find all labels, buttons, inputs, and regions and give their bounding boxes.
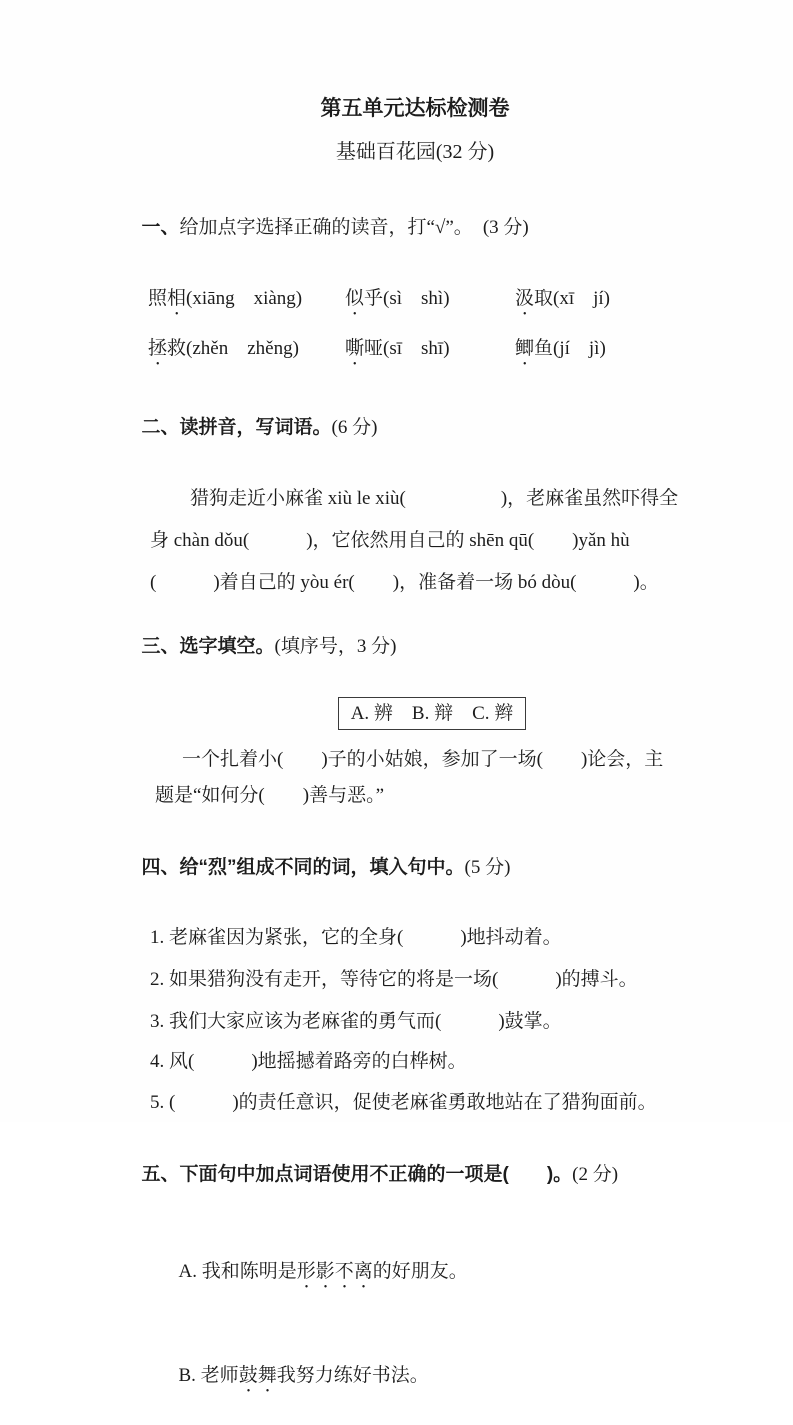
choice-text: 的好朋友。 — [372, 1261, 468, 1282]
section-2-heading — [113, 386, 717, 470]
question-item-3: 3. 我们大家应该为老麻雀的勇气而( )鼓掌。 — [150, 1011, 562, 1032]
section-1-heading — [113, 186, 717, 270]
word-pinyin: 取(xī jí) — [534, 288, 611, 309]
dotted-char: 汲 — [515, 288, 535, 309]
dotted-char: 鲫 — [515, 338, 535, 359]
word-pinyin: 哑(sī shī) — [364, 338, 450, 359]
question-item-2: 2. 如果猎狗没有走开，等待它的将是一场( )的搏斗。 — [150, 969, 638, 990]
choice-text: B. 老师 — [178, 1365, 239, 1386]
word-pinyin: 鱼(jí jì) — [534, 338, 606, 359]
character-options-box: A. 辨 B. 辩 C. 辫 — [338, 697, 527, 730]
dotted-phrase: 鼓舞 — [238, 1365, 277, 1386]
page-subtitle: 基础百花园(32 分) — [335, 141, 495, 163]
section-4-title: 给“烈”组成不同的词，填入句中。 — [179, 857, 465, 878]
section-4-heading — [113, 826, 717, 910]
fill-in-paragraph-line: 身 chàn dǒu( )，它依然用自己的 shēn qū( )yǎn hù — [150, 530, 630, 551]
section-2-score: (6 分) — [331, 417, 378, 438]
section-3-title: 选字填空。 — [179, 636, 275, 657]
section-4-score: (5 分) — [464, 857, 511, 878]
sentence-line: 一个扎着小( )子的小姑娘，参加了一场( )论会，主 — [182, 749, 664, 770]
dotted-char: 拯 — [148, 338, 168, 359]
fill-in-paragraph-line: ( )着自己的 yòu ér( )，准备着一场 bó dòu( )。 — [150, 572, 659, 593]
word-plain: 照 — [148, 288, 168, 309]
sentence-line: 题是“如何分( )善与恶。” — [155, 785, 385, 806]
fill-in-paragraph-line: 猎狗走近小麻雀 xiù le xiù( )，老麻雀虽然吓得全 — [190, 488, 679, 509]
question-item-1: 1. 老麻雀因为紧张，它的全身( )地抖动着。 — [150, 927, 562, 948]
pinyin-item — [345, 285, 515, 320]
question-item-5: 5. ( )的责任意识，促使老麻雀勇敢地站在了猎狗面前。 — [150, 1092, 657, 1113]
choice-text: 我努力练好书法。 — [276, 1365, 429, 1386]
section-4-number: 四、 — [141, 857, 180, 878]
pinyin-item — [148, 335, 345, 370]
pinyin-item — [345, 335, 515, 370]
section-2-title: 读拼音，写词语。 — [179, 417, 332, 438]
dotted-char: 似 — [345, 288, 365, 309]
section-5-number: 五、 — [141, 1164, 180, 1185]
section-1-score: (3 分) — [482, 217, 529, 238]
section-5-score: (2 分) — [572, 1164, 619, 1185]
pinyin-row-2 — [113, 335, 717, 370]
dotted-phrase: 形影不离 — [296, 1261, 373, 1282]
page-title: 第五单元达标检测卷 — [320, 97, 510, 120]
pinyin-item — [515, 285, 717, 320]
question-item-4: 4. 风( )地摇撼着路旁的白桦树。 — [150, 1051, 467, 1072]
section-2-number: 二、 — [141, 417, 180, 438]
section-5-heading — [113, 1133, 717, 1217]
word-pinyin: 乎(sì shì) — [364, 288, 450, 309]
pinyin-item — [148, 285, 345, 320]
section-5-title: 下面句中加点词语使用不正确的一项是( )。 — [179, 1164, 573, 1185]
choice-option-b — [150, 1334, 717, 1425]
pinyin-row-1 — [113, 285, 717, 320]
dotted-char: 嘶 — [345, 338, 365, 359]
dotted-char: 相 — [167, 288, 187, 309]
choice-option-a — [150, 1230, 717, 1321]
character-options-wrap — [113, 697, 717, 730]
section-3-score: (填序号，3 分) — [274, 636, 397, 657]
section-3-heading — [113, 605, 717, 689]
section-1-title: 给加点字选择正确的读音，打“√”。 — [179, 217, 473, 238]
word-pinyin: 救(zhěn zhěng) — [167, 338, 299, 359]
choice-text: A. 我和陈明是 — [178, 1261, 297, 1282]
section-1-number: 一、 — [141, 217, 180, 238]
section-3-number: 三、 — [141, 636, 180, 657]
pinyin-item — [515, 335, 717, 370]
word-pinyin: (xiāng xiàng) — [186, 288, 303, 309]
